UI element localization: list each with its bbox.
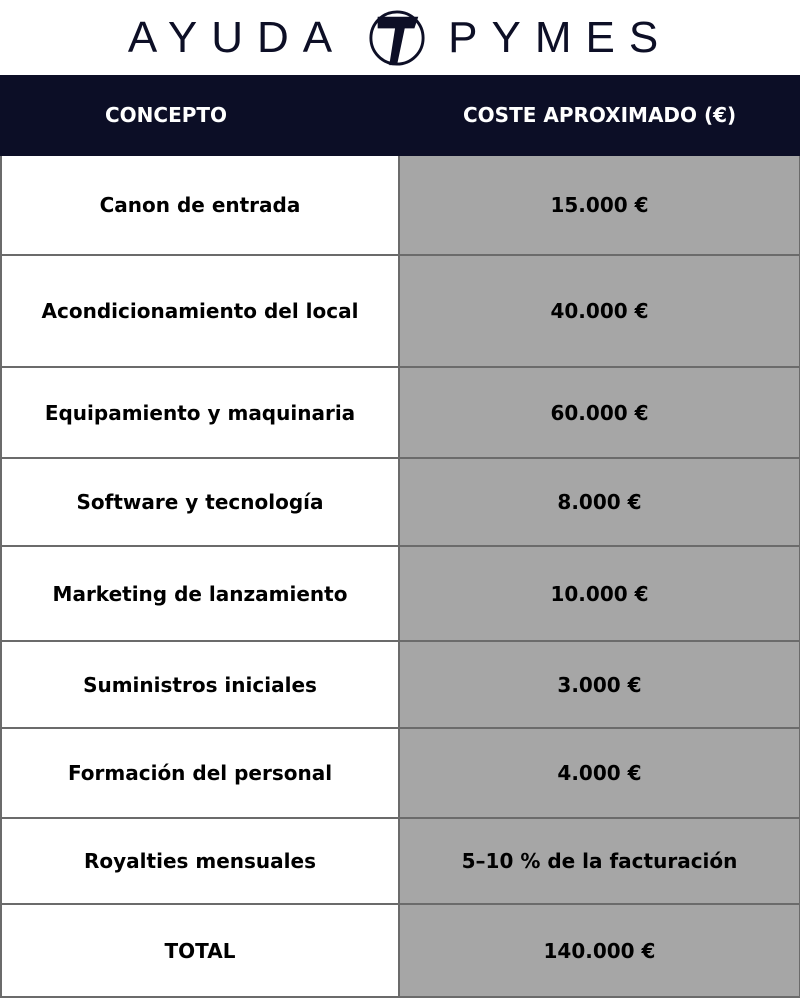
concept-cell: Canon de entrada: [0, 156, 400, 254]
header-coste: COSTE APROXIMADO (€): [463, 103, 737, 127]
cost-cell: 60.000 €: [400, 368, 800, 457]
header-concepto: CONCEPTO: [105, 103, 228, 127]
cost-cell: 3.000 €: [400, 642, 800, 727]
cost-table: [0, 156, 800, 998]
concept-cell: Marketing de lanzamiento: [0, 547, 400, 640]
table-row: [0, 256, 800, 368]
cost-cell: 5–10 % de la facturación: [400, 819, 800, 903]
cost-cell: 8.000 €: [400, 459, 800, 545]
table-row: [0, 729, 800, 819]
table-row: [0, 368, 800, 459]
cost-cell: 15.000 €: [400, 156, 800, 254]
table-row: [0, 459, 800, 547]
logo: [0, 0, 800, 75]
concept-cell: Suministros iniciales: [0, 642, 400, 727]
concept-cell: Acondicionamiento del local: [0, 256, 400, 366]
concept-cell: Software y tecnología: [0, 459, 400, 545]
table-row: [0, 547, 800, 642]
table-row: [0, 156, 800, 256]
concept-cell: Formación del personal: [0, 729, 400, 817]
table-row: [0, 819, 800, 905]
concept-cell: Royalties mensuales: [0, 819, 400, 903]
table-row: [0, 642, 800, 729]
table-header: [0, 75, 800, 156]
cost-cell: 10.000 €: [400, 547, 800, 640]
cost-cell: 4.000 €: [400, 729, 800, 817]
concept-cell: Equipamiento y maquinaria: [0, 368, 400, 457]
table-row: [0, 905, 800, 998]
logo-seven-icon: [368, 9, 426, 67]
cost-cell: 40.000 €: [400, 256, 800, 366]
concept-cell: TOTAL: [0, 905, 400, 996]
logo-text-right: PYMES: [448, 12, 673, 62]
logo-text-left: AYUDA: [127, 12, 347, 62]
cost-cell: 140.000 €: [400, 905, 800, 996]
